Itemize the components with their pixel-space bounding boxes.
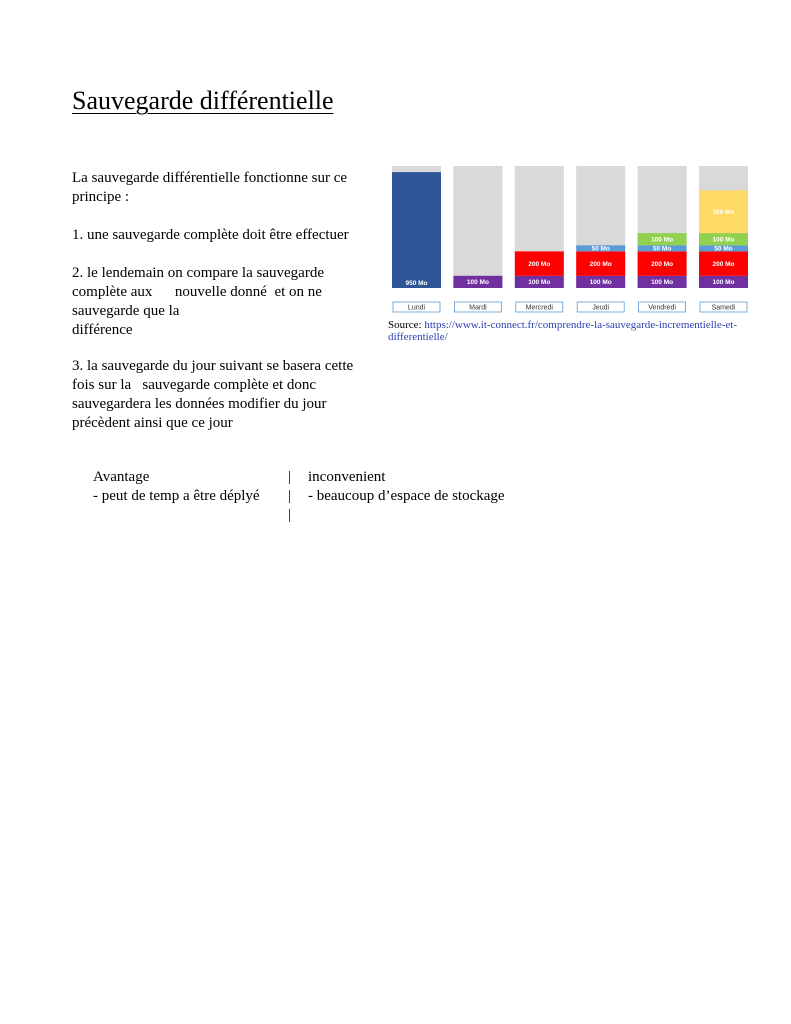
- bar-value-label: 50 Mo: [714, 245, 733, 253]
- source-link[interactable]: https://www.it-connect.fr/comprendre-la-sauvegarde-incrementielle-et-differentielle/: [388, 319, 738, 343]
- pro-item: - peut de temp a être déplyé: [93, 488, 260, 504]
- step-3-paragraph: [72, 357, 372, 433]
- bar-value-label: 200 Mo: [528, 260, 551, 268]
- column-separator: |: [288, 507, 292, 523]
- bar-value-label: 50 Mo: [591, 245, 610, 253]
- step-3-line: précèdent ainsi que ce jour: [72, 415, 233, 431]
- column-separator: |: [288, 488, 292, 504]
- day-label: Mardi: [469, 304, 487, 312]
- source-prefix: Source:: [388, 319, 425, 331]
- day-label: Samedi: [711, 304, 736, 312]
- step-3-line: 3. la sauvegarde du jour suivant se basera cette: [72, 358, 354, 374]
- bar-value-label: 100 Mo: [589, 279, 612, 287]
- con-item: - beaucoup d’espace de stockage: [308, 488, 505, 504]
- column-separator: |: [288, 469, 292, 485]
- intro-paragraph: [72, 169, 372, 207]
- differential-backup-chart: [388, 164, 736, 314]
- day-label: Lundi: [407, 304, 426, 312]
- day-label: Vendredi: [648, 304, 676, 312]
- bar-value-label: 200 Mo: [589, 260, 612, 268]
- intro-line: principe :: [72, 189, 130, 205]
- bar-value-label: 100 Mo: [651, 279, 674, 287]
- bar-value-label: 100 Mo: [528, 279, 551, 287]
- step-2-line: sauvegarde que la: [72, 303, 180, 319]
- step-1-paragraph: [72, 226, 372, 245]
- bar-value-label: 100 Mo: [712, 236, 735, 244]
- bar-value-label: 350 Mo: [712, 209, 735, 217]
- bar-background: [453, 166, 502, 288]
- step-2-line: complète aux nouvelle donné et on ne: [72, 284, 322, 300]
- day-label: Jeudi: [592, 304, 610, 312]
- cons-header: inconvenient: [308, 469, 386, 485]
- intro-line: La sauvegarde différentielle fonctionne sur ce: [72, 170, 348, 186]
- step-2-line: 2. le lendemain on compare la sauvegarde: [72, 265, 324, 281]
- step-2-line: différence: [72, 322, 133, 338]
- bar-segment: [392, 172, 441, 288]
- pros-header: Avantage: [93, 469, 150, 485]
- page-title: Sauvegarde différentielle: [72, 86, 334, 115]
- bar-value-label: 100 Mo: [466, 279, 489, 287]
- bar-value-label: 100 Mo: [651, 236, 674, 244]
- step-1-line: 1. une sauvegarde complète doit être effectuer: [72, 227, 349, 243]
- step-3-line: sauvegardera les données modifier du jour: [72, 396, 327, 412]
- chart-svg: [388, 164, 736, 314]
- step-2-paragraph: [72, 264, 372, 340]
- source-caption: [388, 319, 748, 343]
- bar-value-label: 50 Mo: [652, 245, 672, 253]
- day-label: Mercredi: [525, 304, 553, 312]
- bar-value-label: 200 Mo: [712, 260, 735, 268]
- step-3-line: fois sur la sauvegarde complète et donc: [72, 377, 317, 393]
- bar-value-label: 100 Mo: [712, 279, 735, 287]
- bar-value-label: 950 Mo: [405, 280, 428, 287]
- bar-value-label: 200 Mo: [651, 260, 674, 268]
